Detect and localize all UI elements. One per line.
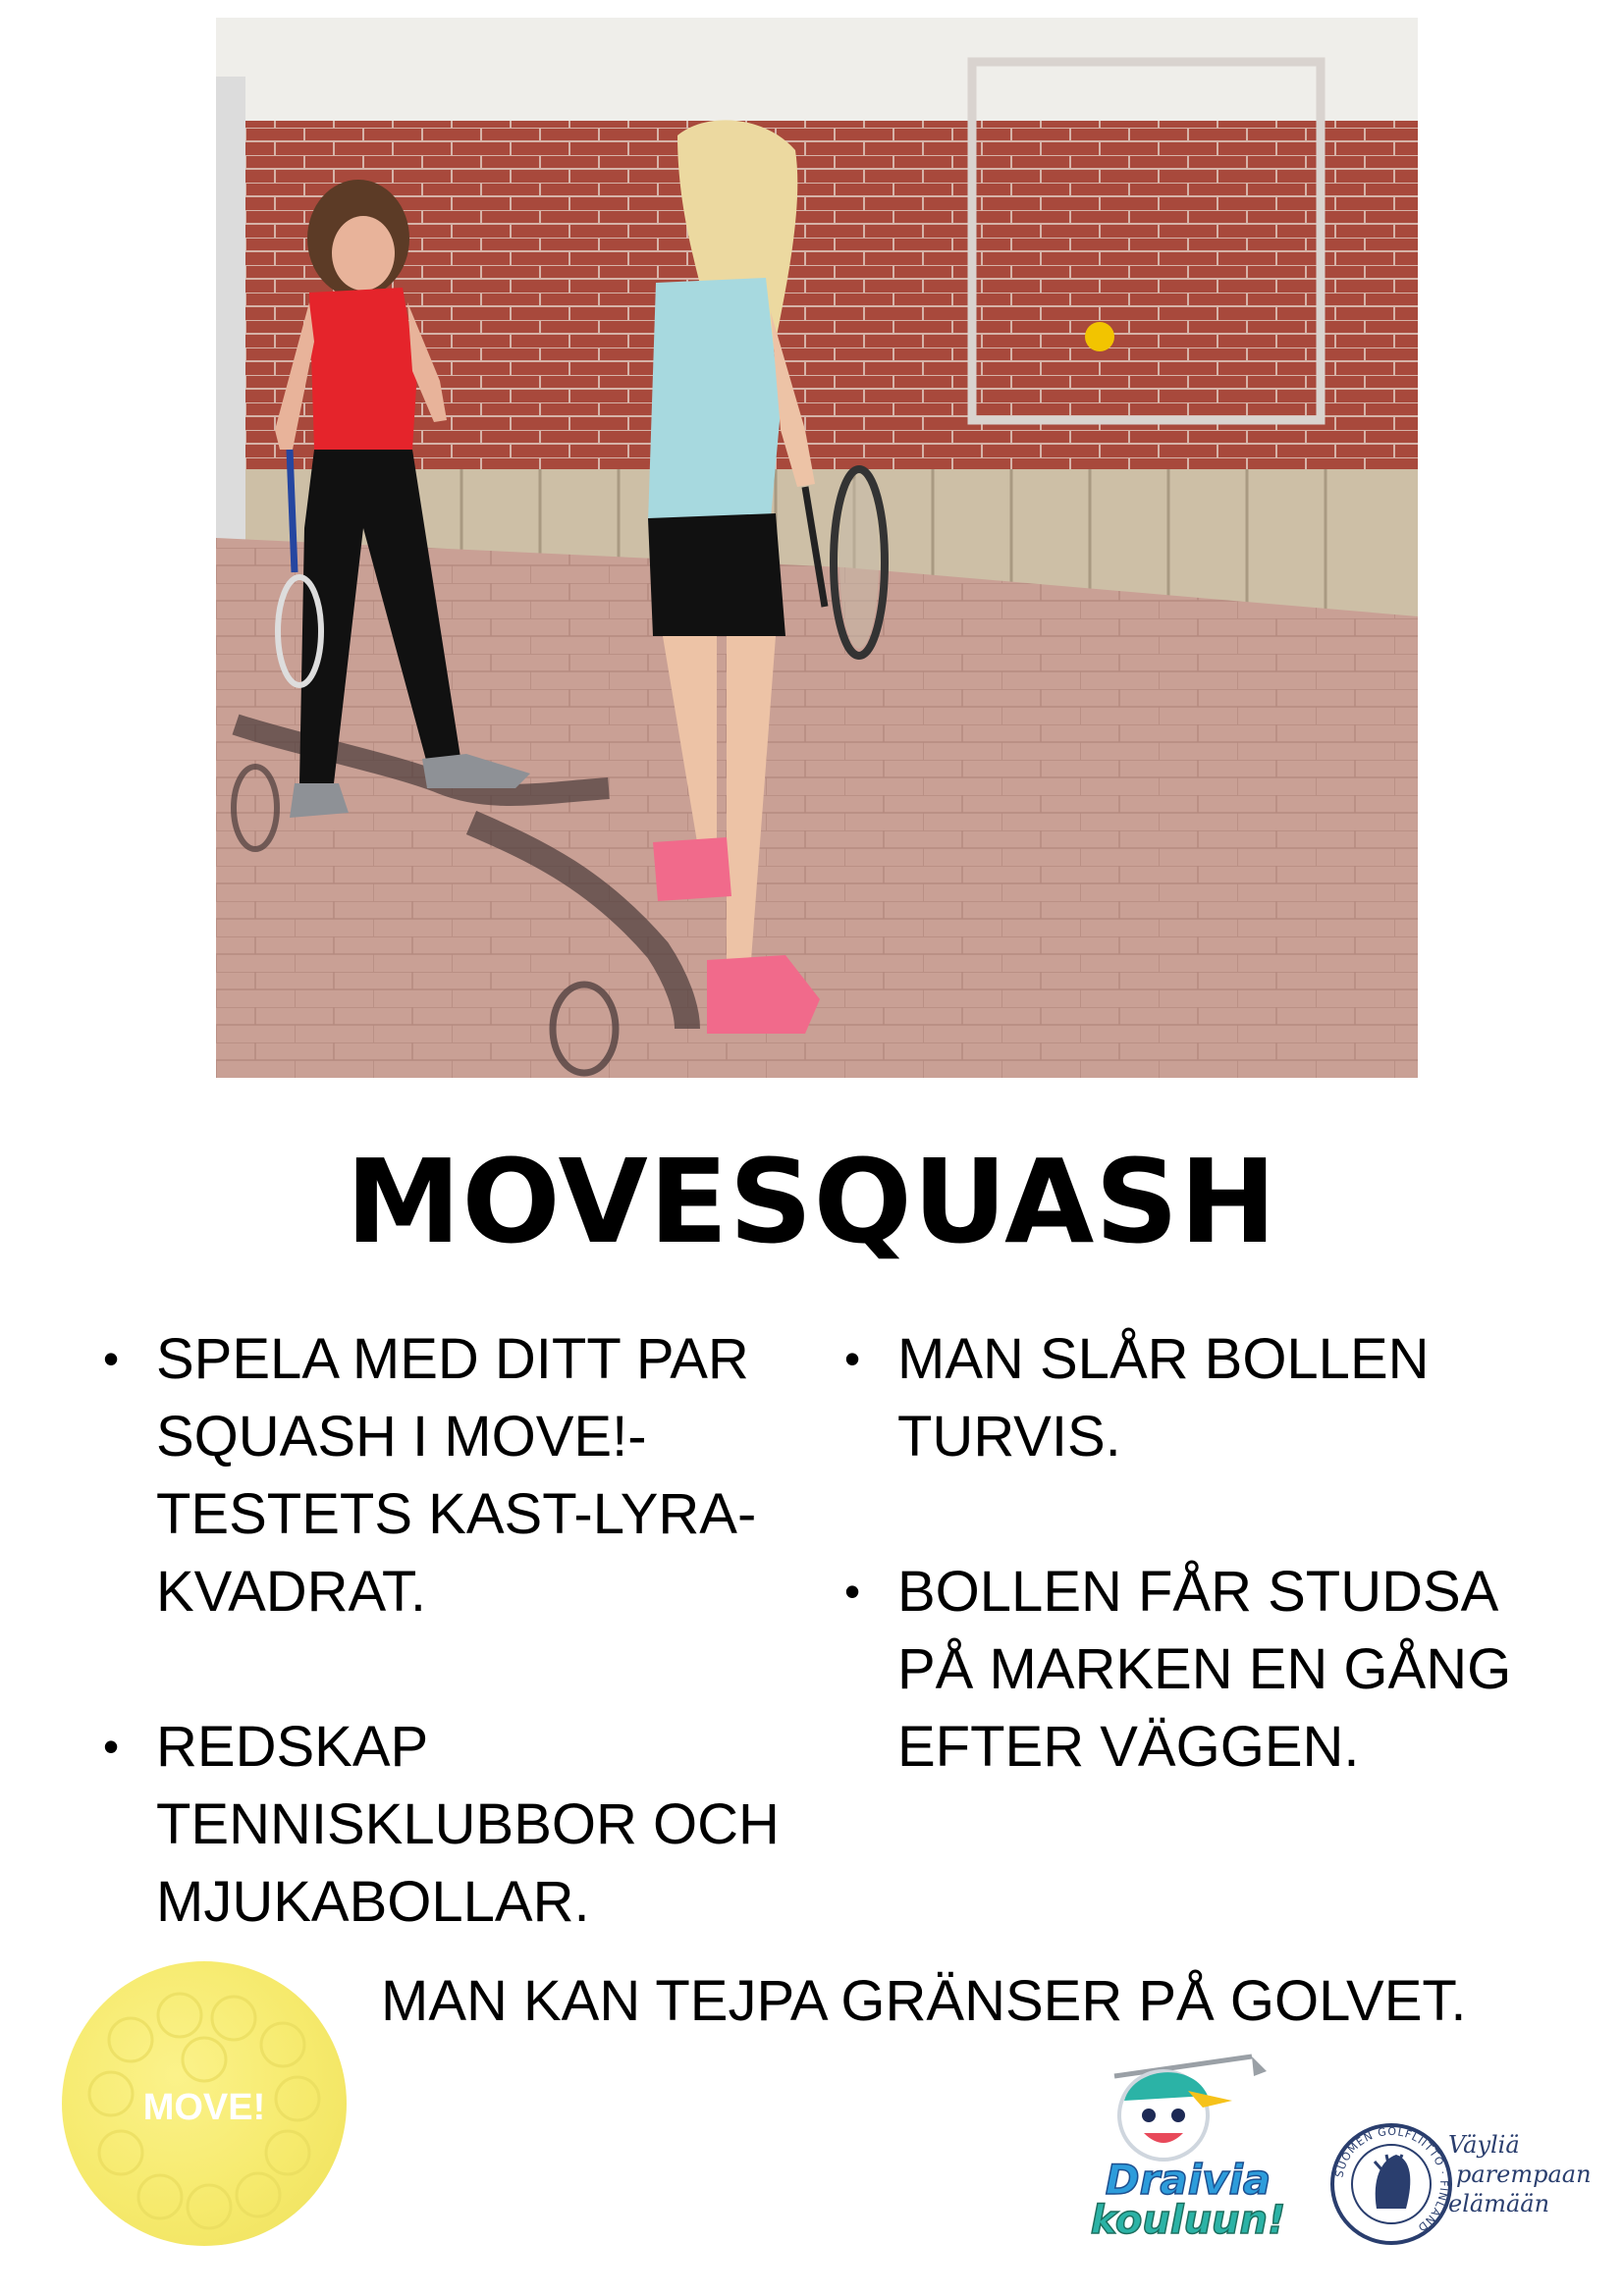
ball-label: MOVE!	[142, 2087, 266, 2128]
slogan-line: Väyliä	[1448, 2131, 1520, 2159]
suomen-golfliitto-logo	[1327, 2120, 1455, 2248]
bullet-item: • MAN SLÅR BOLLEN TURVIS.	[844, 1320, 1551, 1475]
draivia-kouluun-logo	[1085, 2047, 1291, 2243]
left-bullet-column	[103, 1320, 790, 1941]
draivia-mascot-icon	[1085, 2047, 1291, 2243]
slogan-line: parempaan	[1456, 2161, 1592, 2188]
hero-photo	[216, 18, 1418, 1078]
golf-federation-emblem-icon	[1327, 2120, 1455, 2248]
move-ball-logo	[62, 1961, 347, 2246]
slogan-line: elämään	[1448, 2190, 1550, 2217]
bullet-item: • BOLLEN FÅR STUDSA PÅ MARKEN EN GÅNG EFTER VÄGGEN.	[844, 1553, 1551, 1786]
golf-ring-text: SUOMEN GOLFLIITTO · FINLAND	[1332, 2124, 1451, 2235]
kouluun-word: kouluun!	[1090, 2198, 1286, 2243]
bullet-item: • REDSKAP TENNISKLUBBOR OCH MJUKABOLLAR.	[103, 1708, 790, 1941]
bullet-item: • SPELA MED DITT PAR SQUASH I MOVE!-TESTETS KAST-LYRA-KVADRAT.	[103, 1320, 790, 1630]
poster-title: MOVESQUASH	[345, 1134, 1278, 1269]
squash-players-illustration	[216, 18, 1418, 1078]
golf-slogan	[1448, 2130, 1605, 2218]
right-bullet-column	[844, 1320, 1551, 1786]
draivia-word: Draivia	[1105, 2156, 1271, 2204]
footer-note: MAN KAN TEJPA GRÄNSER PÅ GOLVET.	[381, 1969, 1467, 2033]
